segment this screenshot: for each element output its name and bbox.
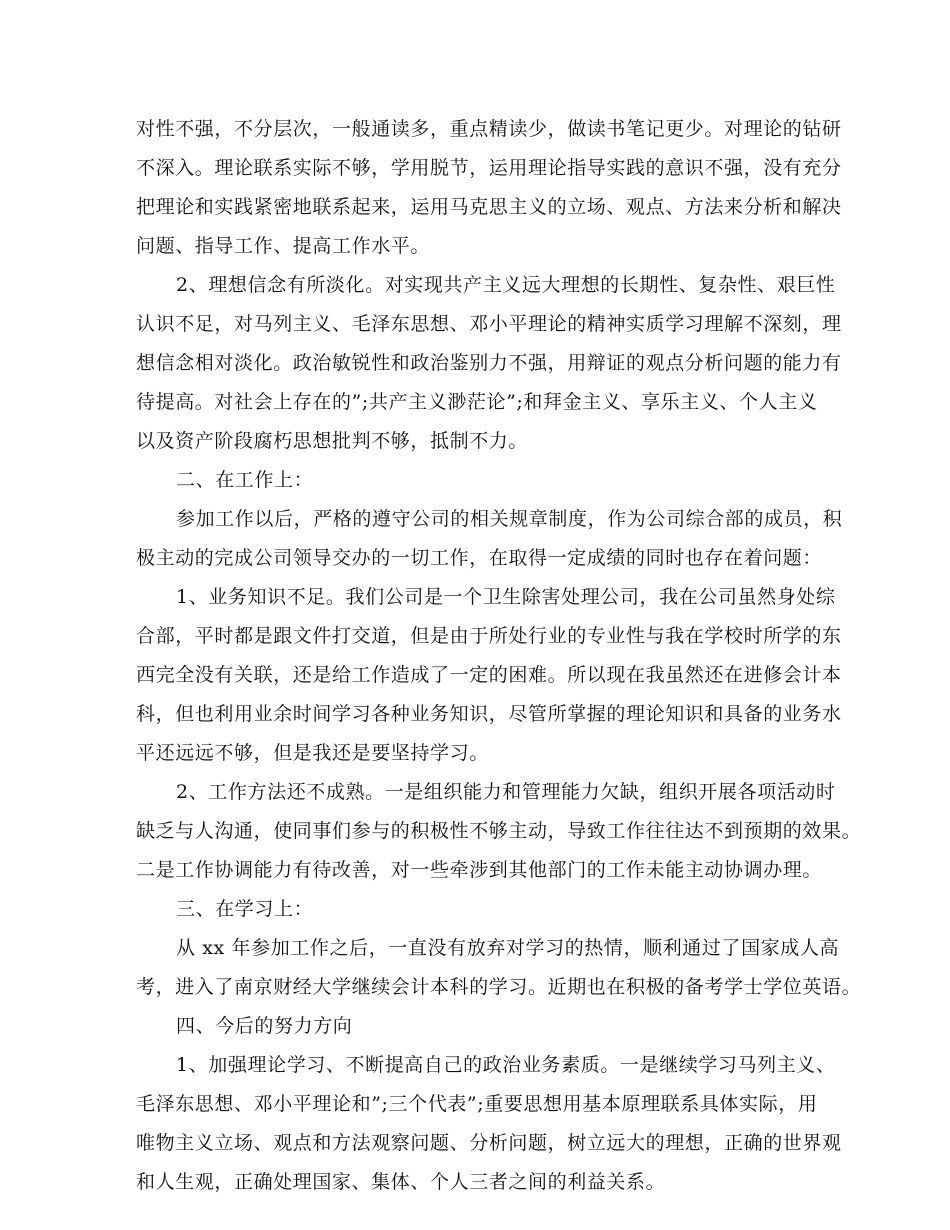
text-line: 和人生观，正确处理国家、集体、个人三者之间的利益关系。: [136, 1171, 666, 1193]
paragraph-first-line: 2、理想信念有所淡化。对实现共产主义远大理想的长期性、复杂性、艰巨性: [176, 274, 836, 296]
text-line: 毛泽东思想、邓小平理论和”;三个代表”;重要思想用基本原理联系具体实际，用: [136, 1093, 818, 1115]
section-heading: 二、在工作上：: [176, 469, 314, 491]
paragraph-first-line: 1、加强理论学习、不断提高自己的政治业务素质。一是继续学习马列主义、: [176, 1054, 836, 1076]
text-line: 认识不足，对马列主义、毛泽东思想、邓小平理论的精神实质学习理解不深刻，理: [136, 313, 842, 335]
paragraph-first-line: 1、业务知识不足。我们公司是一个卫生除害处理公司，我在公司虽然身处综: [176, 586, 836, 608]
paragraph-first-line: 从 xx 年参加工作之后，一直没有放弃对学习的热情，顺利通过了国家成人高: [176, 937, 840, 959]
text-line: 考，进入了南京财经大学继续会计本科的学习。近期也在积极的备考学士学位英语。: [136, 976, 862, 998]
text-line: 以及资产阶段腐朽思想批判不够，抵制不力。: [136, 430, 529, 452]
text-line: 科，但也利用业余时间学习各种业务知识，尽管所掌握的理论知识和具备的业务水: [136, 703, 842, 725]
text-line: 问题、指导工作、提高工作水平。: [136, 235, 431, 257]
paragraph-first-line: 参加工作以后，严格的遵守公司的相关规章制度，作为公司综合部的成员，积: [176, 508, 843, 530]
paragraph-first-line: 2、工作方法还不成熟。一是组织能力和管理能力欠缺，组织开展各项活动时: [176, 781, 836, 803]
text-line: 西完全没有关联，还是给工作造成了一定的困难。所以现在我虽然还在进修会计本: [136, 664, 842, 686]
text-line: 极主动的完成公司领导交办的一切工作，在取得一定成绩的同时也存在着问题：: [136, 547, 823, 569]
text-line: 合部，平时都是跟文件打交道，但是由于所处行业的专业性与我在学校时所学的东: [136, 625, 842, 647]
text-line: 平还远远不够，但是我还是要坚持学习。: [136, 742, 489, 764]
section-heading: 三、在学习上：: [176, 898, 314, 920]
text-line: 唯物主义立场、观点和方法观察问题、分析问题，树立远大的理想，正确的世界观: [136, 1132, 842, 1154]
text-line: 对性不强，不分层次，一般通读多，重点精读少，做读书笔记更少。对理论的钻研: [136, 118, 842, 140]
text-line: 想信念相对淡化。政治敏锐性和政治鉴别力不强，用辩证的观点分析问题的能力有: [136, 352, 842, 374]
text-line: 不深入。理论联系实际不够，学用脱节，运用理论指导实践的意识不强，没有充分: [136, 157, 842, 179]
section-heading: 四、今后的努力方向: [176, 1015, 353, 1037]
text-line: 缺乏与人沟通，使同事们参与的积极性不够主动，导致工作往往达不到预期的效果。: [136, 820, 862, 842]
text-line: 二是工作协调能力有待改善，对一些牵涉到其他部门的工作未能主动协调办理。: [136, 859, 823, 881]
text-line: 待提高。对社会上存在的”;共产主义渺茫论”;和拜金主义、享乐主义、个人主义: [136, 391, 818, 413]
text-line: 把理论和实践紧密地联系起来，运用马克思主义的立场、观点、方法来分析和解决: [136, 196, 842, 218]
